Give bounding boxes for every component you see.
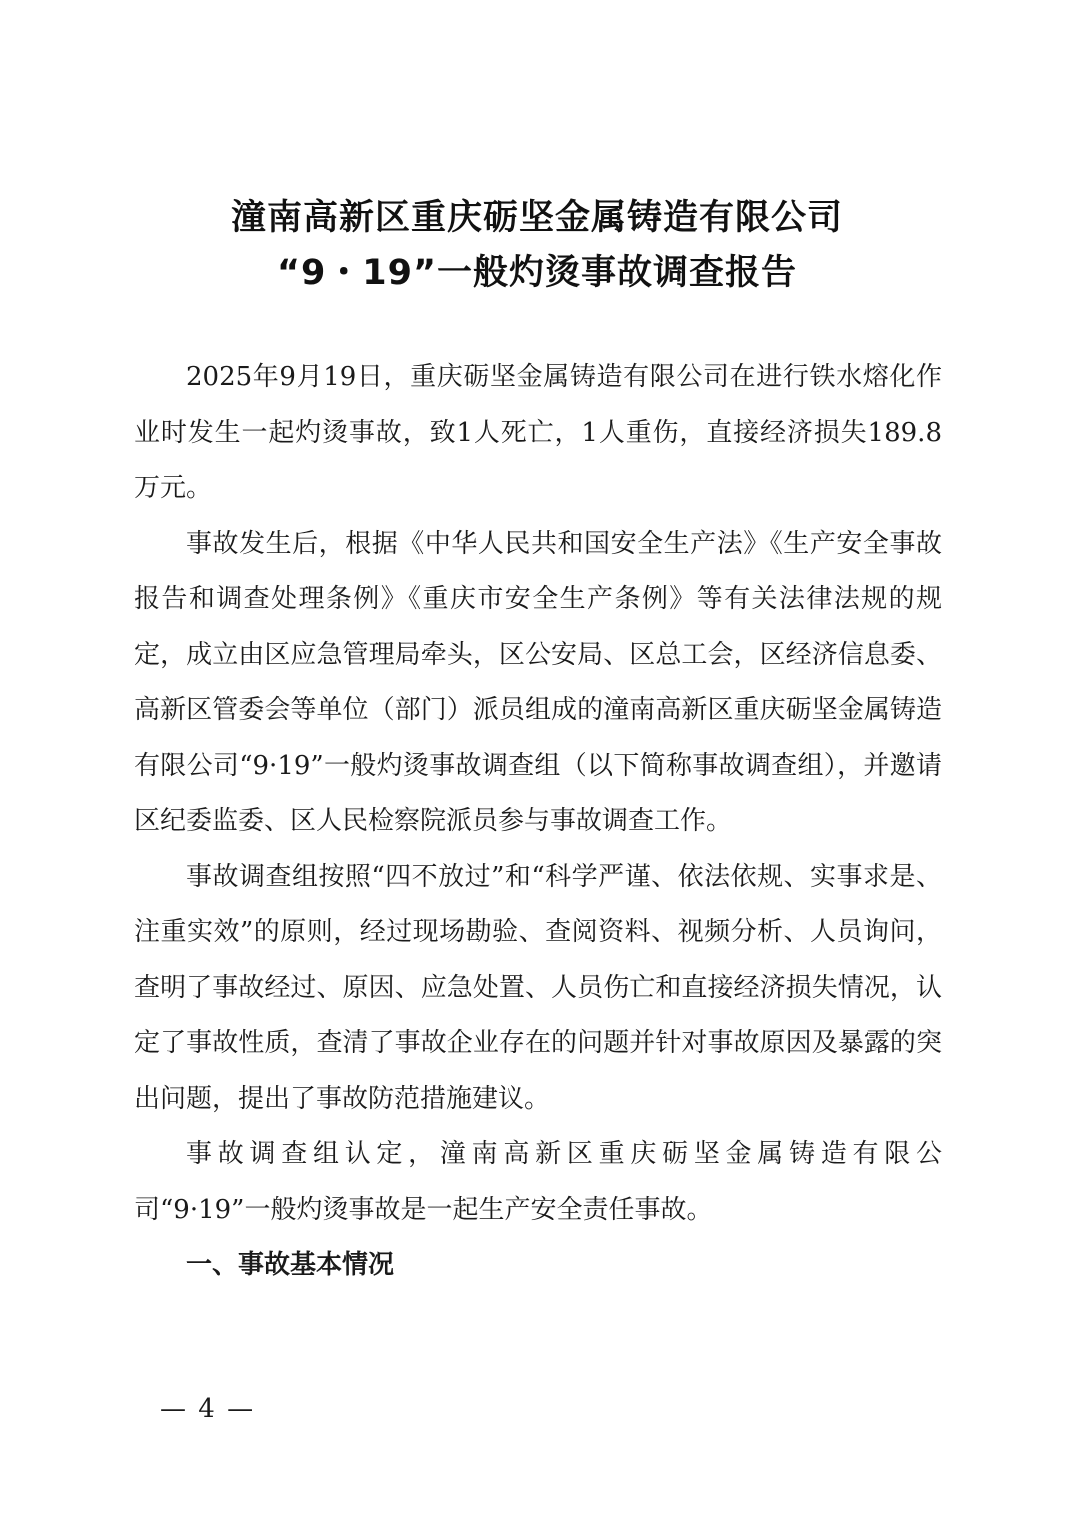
- document-title-line-2: “9・19”一般灼烫事故调查报告: [276, 253, 798, 293]
- page-number: — 4 —: [160, 1394, 256, 1424]
- paragraph-investigation-principles: 事故调查组按照“四不放过”和“科学严谨、依法依规、实事求是、注重实效”的原则，经过现场勘验、查阅资料、视频分析、人员询问，查明了事故经过、原因、应急处置、人员伤亡和直接经济损失情况，认定了事故性质，查清了事故企业存在的问题并针对事故原因及暴露的突出问题，提出了事故防范措施建议。: [134, 861, 942, 1114]
- paragraph-investigation-team: 事故发生后，根据《中华人民共和国安全生产法》《生产安全事故报告和调查处理条例》《重庆市安全生产条例》等有关法律法规的规定，成立由区应急管理局牵头，区公安局、区总工会，区经济信息委、高新区管委会等单位（部门）派员组成的潼南高新区重庆砺坚金属铸造有限公司“9·19”一般灼烫事故调查组（以下简称事故调查组），并邀请区纪委监委、区人民检察院派员参与事故调查工作。: [134, 528, 942, 836]
- document-title-line-1: 潼南高新区重庆砺坚金属铸造有限公司: [230, 198, 843, 238]
- paragraph-summary: 2025年9月19日，重庆砺坚金属铸造有限公司在进行铁水熔化作业时发生一起灼烫事故，致1人死亡，1人重伤，直接经济损失189.8万元。: [134, 362, 942, 503]
- section-heading: 一、事故基本情况: [186, 1250, 395, 1280]
- paragraph-conclusion: 事故调查组认定，潼南高新区重庆砺坚金属铸造有限公司“9·19”一般灼烫事故是一起生产安全责任事故。: [134, 1139, 942, 1225]
- document-body: [134, 350, 942, 1294]
